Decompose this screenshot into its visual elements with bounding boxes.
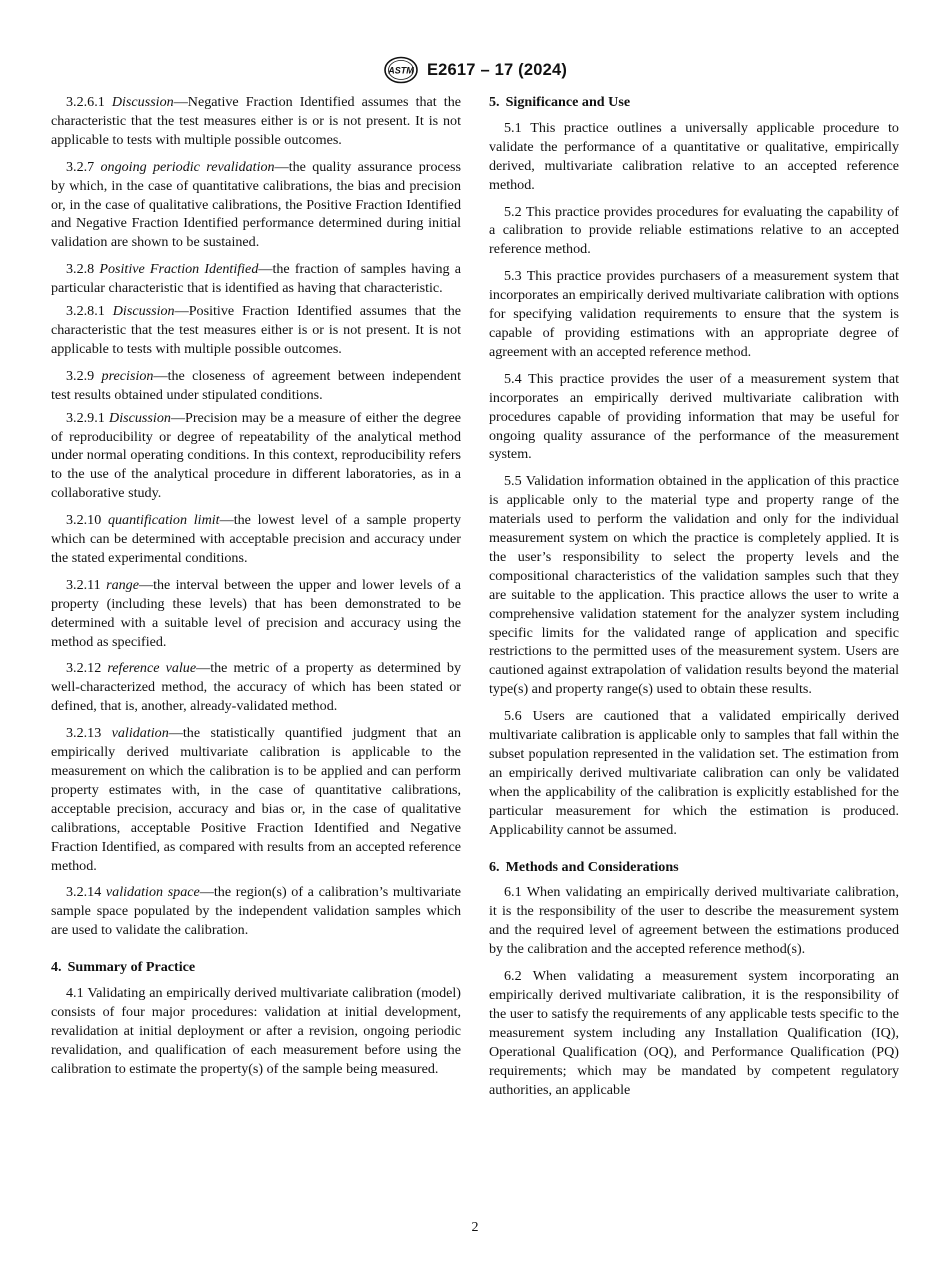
paragraph-3-2-10: 3.2.10 quantification limit—the lowest level of a sample property which can be determined with acceptable precision and accuracy under the stated experimental conditions. [51, 512, 461, 566]
paragraph-3-2-6-1: 3.2.6.1 Discussion—Negative Fraction Identified assumes that the characteristic that the test measures either is or is not present. It is not applicable to tests with multiple possible outcomes. [51, 94, 461, 148]
paragraph-3-2-9: 3.2.9 precision—the closeness of agreement between independent test results obtained under stipulated conditions. [51, 367, 461, 403]
paragraph-5-1: 5.1 This practice outlines a universally applicable procedure to validate the performance of a quantitative or qualitative, empirically derived, multivariate calibration relative to an accepted reference method. [489, 119, 899, 193]
paragraph-3-2-11: 3.2.11 range—the interval between the upper and lower levels of a property (including these levels) that has been demonstrated to be determined with a suitable level of precision and accuracy using the method as specified. [51, 576, 462, 650]
paragraph-3-2-12: 3.2.12 reference value—the metric of a property as determined by well-characterized method, the accuracy of which has been stated or defined, that is, another, already-validated method. [51, 660, 461, 715]
section-heading-4: 4. Summary of Practice [51, 959, 196, 976]
section-heading-5: 5. Significance and Use [489, 94, 631, 110]
page-number: 2 [471, 1220, 479, 1235]
paragraph-3-2-8: 3.2.8 Positive Fraction Identified—the fraction of samples having a particular characteristic that is identified as having that characteristic. [51, 261, 462, 297]
paragraph-6-2: 6.2 When validating a measurement system incorporating an empirically derived multivariate calibration, it is the responsibility of the user to satisfy the requirements of any applicable tests specific to the measurement system including any Installation Qualification (IQ), Operational Qualification (OQ), and Performance Qualification (PQ) requirements; which may be mandated by competent regulatory authorities, an applicable [489, 968, 900, 1098]
paragraph-5-4: 5.4 This practice provides the user of a measurement system that incorporates an empirically derived multivariate calibration with procedures capable of providing information that may be useful for ongoing quality assurance of the performance of the measurement system. [489, 370, 899, 463]
paragraph-5-3: 5.3 This practice provides purchasers of a measurement system that incorporates an empirically derived multivariate calibration with options for specifying validation requirements to ensure that the system is capable of providing estimations with an appropriate degree of agreement with an accepted reference method. [489, 268, 899, 360]
paragraph-5-2: 5.2 This practice provides procedures for evaluating the capability of a calibration to provide reliable estimations relative to an accepted reference method. [489, 203, 899, 258]
right-column [489, 93, 899, 1107]
paragraph-3-2-14: 3.2.14 validation space—the region(s) of a calibration’s multivariate sample space populated by the independent validation samples which are used to validate the calibration. [51, 884, 462, 939]
paragraph-3-2-13: 3.2.13 validation—the statistically quantified judgment that an empirically derived multivariate calibration is applicable to the measurement on which the calibration is to be applied and can perform property estimates with, in the case of quantitative calibrations, acceptable precision, accuracy and bias or, in the case of qualitative calibrations, acceptable Positive Fraction Identified and Negative Fraction Identified, as compared with results from an accepted reference method. [51, 725, 461, 874]
astm-logo-text: ASTM [388, 65, 414, 76]
left-column [51, 93, 461, 1087]
document-designation: E2617 – 17 (2024) [426, 60, 568, 79]
paragraph-5-6: 5.6 Users are cautioned that a validated empirically derived multivariate calibration is applicable only to samples that fall within the subset population represented in the validation set. The estimation from an empirically derived multivariate calibration can only be validated when the applicability of the calibration is explicitly established for the particular measurement for which the estimation is produced. Applicability cannot be assumed. [489, 708, 900, 838]
paragraph-5-5: 5.5 Validation information obtained in the application of this practice is applicable only to the material type and property range of the materials used to perform the validation and only for the individual measurement system on which the practice is completely applied. It is the user’s responsibility to select the property levels and the compositional characteristics of the validation samples such that they are suitable to the application. This practice allows the user to write a comprehensive validation statement for the analyzer system including specific limits for the validated range of application and specific restrictions to the permitted uses of the measurement system. Users are cautioned against extrapolation of validation results beyond the material type(s) and property range(s) used to obtain these results. [489, 473, 899, 698]
page-header [0, 56, 950, 84]
paragraph-6-1: 6.1 When validating an empirically derived multivariate calibration, it is the responsibility of the user to describe the measurement system and the required level of agreement between the estimations produced by the calibration and the accepted reference method(s). [489, 884, 899, 958]
astm-logo-icon [383, 56, 419, 84]
paragraph-4-1: 4.1 Validating an empirically derived multivariate calibration (model) consists of four major procedures: validation at initial development, revalidation at initial deployment or after a revision, ongoing periodic revalidation, and qualification of each measurement before using the calibration to estimate the property(s) of the sample being measured. [51, 985, 461, 1077]
paragraph-3-2-7: 3.2.7 ongoing periodic revalidation—the quality assurance process by which, in the case of quantitative calibrations, the bias and precision or, in the case of qualitative calibrations, the Positive Fraction Identified and Negative Fraction Identified performance determined during initial validation are shown to be sustained. [51, 158, 461, 251]
section-heading-6: 6. Methods and Considerations [489, 858, 679, 875]
paragraph-3-2-9-1: 3.2.9.1 Discussion—Precision may be a measure of either the degree of reproducibility or degree of repeatability of the analytical method under normal operating conditions. In this context, reproducibility refers to the use of the analytical procedure in different laboratories, as in a collaborative study. [51, 409, 461, 502]
paragraph-3-2-8-1: 3.2.8.1 Discussion—Positive Fraction Identified assumes that the characteristic that the test measures either is or is not present. It is not applicable to tests with multiple possible outcomes. [51, 303, 461, 357]
